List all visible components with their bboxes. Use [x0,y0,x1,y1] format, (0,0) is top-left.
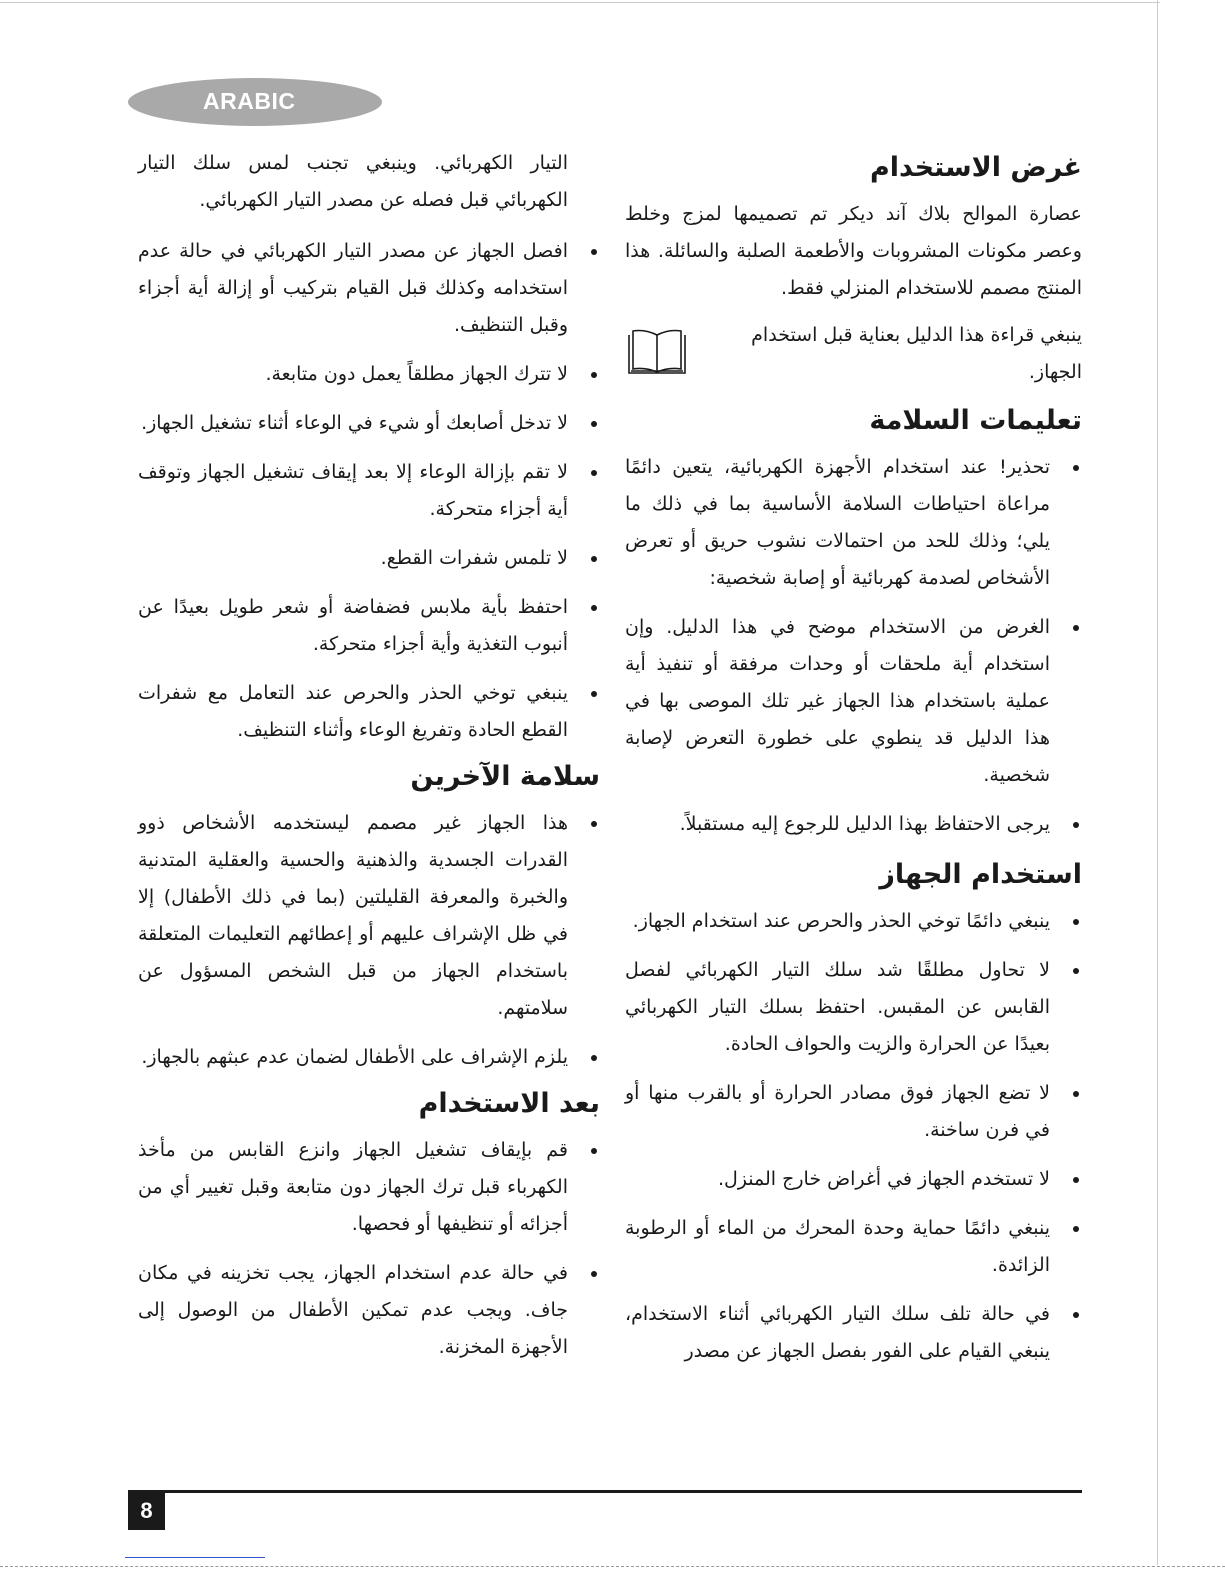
list-item: لا تقم بإزالة الوعاء إلا بعد إيقاف تشغيل الجهاز وتوقف أية أجزاء متحركة. [138,454,600,528]
open-book-icon [625,327,689,377]
left-column [138,145,600,1378]
list-item: لا تدخل أصابعك أو شيء في الوعاء أثناء تشغيل الجهاز. [138,405,600,442]
list-item: يرجى الاحتفاظ بهذا الدليل للرجوع إليه مستقبلاً. [625,806,1082,843]
list-item: لا تضع الجهاز فوق مصادر الحرارة أو بالقرب منها أو في فرن ساخنة. [625,1075,1082,1149]
page-right-border [1157,0,1158,1565]
heading-after-use: بعد الاستخدام [418,1088,600,1119]
list-item: لا تستخدم الجهاز في أغراض خارج المنزل. [625,1161,1082,1198]
language-tab-label: ARABIC [203,88,296,114]
heading-using: استخدام الجهاز [879,859,1082,890]
manual-note-text: ينبغي قراءة هذا الدليل بعناية قبل استخدام الجهاز. [751,324,1082,383]
list-item: ينبغي دائمًا حماية وحدة المحرك من الماء أو الرطوبة الزائدة. [625,1210,1082,1284]
list-item: احتفظ بأية ملابس فضفاضة أو شعر طويل بعيدًا عن أنبوب التغذية وأية أجزاء متحركة. [138,589,600,663]
list-item: يلزم الإشراف على الأطفال لضمان عدم عبثهم بالجهاز. [138,1039,600,1076]
heading-others-safety: سلامة الآخرين [410,761,600,792]
list-item: في حالة تلف سلك التيار الكهربائي أثناء الاستخدام، ينبغي القيام على الفور بفصل الجهاز عن مصدر [625,1296,1082,1370]
list-item: ينبغي توخي الحذر والحرص عند التعامل مع شفرات القطع الحادة وتفريغ الوعاء وأثناء التنظيف. [138,675,600,749]
list-item: هذا الجهاز غير مصمم ليستخدمه الأشخاص ذوو القدرات الجسدية والذهنية والحسية والعقلية المتدنية والخبرة والمعرفة القليلتين (بما في ذلك الأطفال) إلا في ظل الإشراف عليهم أو إعطائهم التعليمات المتعلقة باستخدام الجهاز من قبل الشخص المسؤول عن سلامتهم. [138,805,600,1027]
list-item: لا تلمس شفرات القطع. [138,540,600,577]
page-top-border [0,2,1160,3]
list-item: ينبغي دائمًا توخي الحذر والحرص عند استخدام الجهاز. [625,903,1082,940]
continuation-paragraph: التيار الكهربائي. وينبغي تجنب لمس سلك التيار الكهربائي قبل فصله عن مصدر التيار الكهربائي. [138,152,568,211]
link-underline [125,1557,265,1558]
list-item: لا تترك الجهاز مطلقاً يعمل دون متابعة. [138,356,600,393]
others-safety-list [138,805,600,1076]
list-item: لا تحاول مطلقًا شد سلك التيار الكهربائي لفصل القابس عن المقبس. احتفظ بسلك التيار الكهربائي بعيدًا عن الحرارة والزيت والحواف الحادة. [625,952,1082,1063]
after-use-list [138,1132,600,1366]
heading-intended-use: غرض الاستخدام [870,152,1082,183]
list-item: تحذير! عند استخدام الأجهزة الكهربائية، يتعين دائمًا مراعاة احتياطات السلامة الأساسية بما في ذلك ما يلي؛ وذلك للحد من احتمالات نشوب حريق أو تعرض الأشخاص لصدمة كهربائية أو إصابة شخصية: [625,449,1082,597]
manual-note [625,317,1082,391]
safety-list [625,449,1082,843]
using-list [625,903,1082,1370]
page-number: 8 [128,1492,165,1530]
list-item: في حالة عدم استخدام الجهاز، يجب تخزينه في مكان جاف. ويجب عدم تمكين الأطفال من الوصول إلى الأجهزة المخزنة. [138,1255,600,1366]
list-item: افصل الجهاز عن مصدر التيار الكهربائي في حالة عدم استخدامه وكذلك قبل القيام بتركيب أو إزالة أية أجزاء وقبل التنظيف. [138,233,600,344]
language-tab [128,78,382,126]
list-item: قم بإيقاف تشغيل الجهاز وانزع القابس من مأخذ الكهرباء قبل ترك الجهاز دون متابعة وقبل تغيير أي من أجزائه أو تنظيفها أو فحصها. [138,1132,600,1243]
intended-use-paragraph: عصارة الموالح بلاك آند ديكر تم تصميمها لمزج وخلط وعصر مكونات المشروبات والأطعمة الصلبة والسائلة. هذا المنتج مصمم للاستخدام المنزلي فقط. [625,203,1082,299]
footer-rule [128,1490,1082,1493]
page-cut-line [0,1566,1225,1567]
list-item: الغرض من الاستخدام موضح في هذا الدليل. وإن استخدام أية ملحقات أو وحدات مرفقة أو تنفيذ أية عملية باستخدام هذا الجهاز غير تلك الموصى بها في هذا الدليل قد ينطوي على خطورة التعرض لإصابة شخصية. [625,609,1082,794]
heading-safety: تعليمات السلامة [869,405,1082,436]
safety-list-continued [138,233,600,749]
right-column [625,148,1082,1382]
